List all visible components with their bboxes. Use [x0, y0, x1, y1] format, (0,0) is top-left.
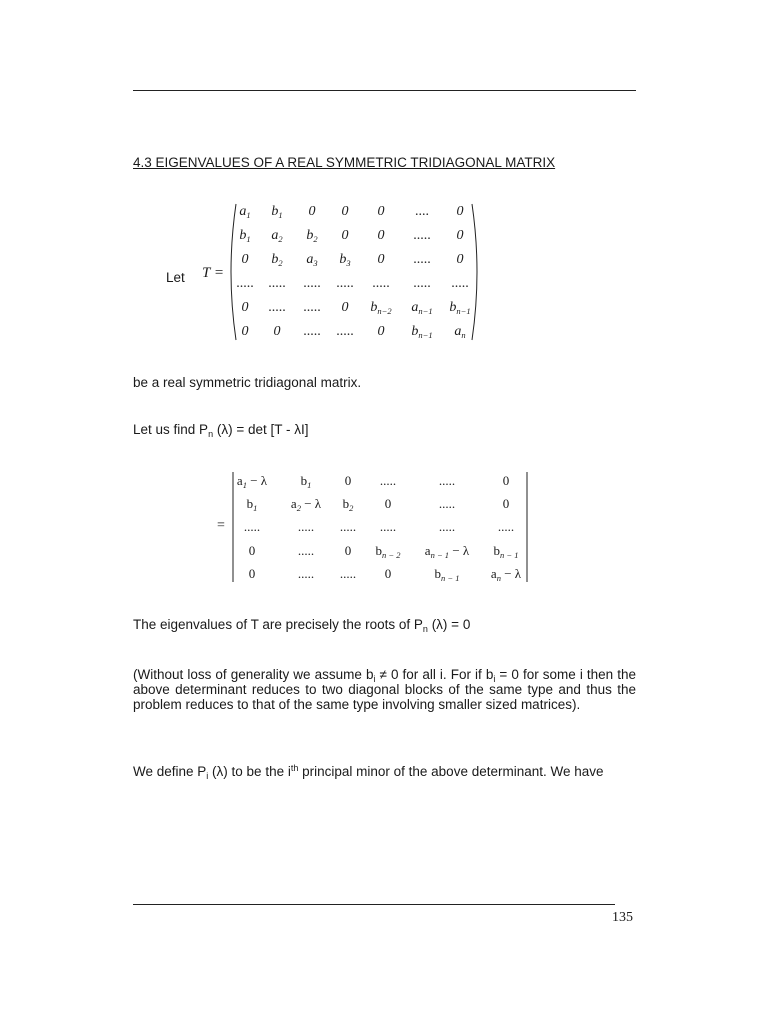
determinant-cell	[503, 473, 510, 489]
matrix-t-cell	[242, 252, 249, 268]
matrix-t-cell	[271, 204, 282, 220]
matrix-t-cell-base: 0	[241, 324, 249, 339]
let-us-find-pre: Let us find P	[133, 422, 209, 437]
determinant-cell	[249, 543, 256, 559]
matrix-t-cell-sub: 1	[246, 234, 251, 244]
determinant-cell-base: .....	[297, 543, 315, 558]
determinant-cell	[491, 566, 521, 582]
eigen-post: (λ) = 0	[427, 617, 471, 632]
define-p2: (λ) to be the i	[208, 764, 291, 779]
determinant-cell-sub: n − 2	[382, 550, 401, 560]
matrix-t-cell-base: b	[370, 300, 378, 315]
matrix-t-cell-base: .....	[451, 276, 469, 291]
determinant-cell	[498, 519, 514, 535]
eigenvalues-sentence	[133, 617, 470, 632]
matrix-t-cell	[268, 300, 286, 316]
determinant-cell	[298, 543, 314, 559]
matrix-t-cell	[339, 252, 350, 268]
matrix-t-cell	[336, 276, 354, 292]
real-symmetric-text: be a real symmetric tridiagonal matrix.	[133, 375, 362, 390]
matrix-t-cell	[415, 204, 429, 220]
matrix-t-cell	[274, 324, 281, 340]
matrix-t-cell-sub: 2	[278, 234, 283, 244]
gen-s1: i	[373, 674, 376, 684]
matrix-t-cell-base: .....	[336, 276, 354, 291]
matrix-t-cell-base: .....	[303, 276, 321, 291]
determinant-cell-sub: 1	[307, 480, 312, 490]
determinant-equals: =	[217, 518, 225, 533]
matrix-t-cell-base: 0	[241, 300, 249, 315]
determinant-cell-base: 0	[344, 473, 352, 488]
matrix-t-cell	[303, 300, 321, 316]
determinant-cell-base: .....	[297, 519, 315, 534]
matrix-t-cell-sub: 3	[313, 258, 318, 268]
matrix-t-cell-sub: 3	[346, 258, 351, 268]
matrix-t-cell-base: a	[306, 252, 314, 267]
determinant-cell	[439, 519, 455, 535]
gen-p3: = 0 for some i then the above determinant reduces to two diagonal blocks of the same type and thus the problem reduces to that of the same type involving smaller sized matrices).	[133, 667, 636, 712]
matrix-t-cell-base: 0	[377, 324, 385, 339]
determinant-cell-sub: n − 1	[500, 550, 519, 560]
determinant-cell-base: .....	[339, 566, 357, 581]
matrix-t-cell-sub: 2	[313, 234, 318, 244]
matrix-t-cell-base: .....	[236, 276, 254, 291]
matrix-t-cell	[411, 324, 432, 340]
matrix-t-cell-base: a	[411, 300, 419, 315]
matrix-t-cell-base: 0	[241, 252, 249, 267]
determinant-cell	[291, 496, 321, 512]
matrix-t-cell-base: b	[306, 228, 314, 243]
gen-p2: ≠ 0 for all i. For if b	[375, 667, 494, 682]
matrix-t-cell	[342, 228, 349, 244]
determinant-cell	[298, 566, 314, 582]
matrix-t-cell-base: .....	[268, 276, 286, 291]
matrix-t-cell	[454, 324, 465, 340]
matrix-t-cell-sub: n−1	[418, 306, 433, 316]
determinant-cell-base: a	[424, 543, 431, 558]
determinant-cell-base: .....	[438, 473, 456, 488]
determinant-cell-base: .....	[379, 473, 397, 488]
matrix-t-cell-sub: n−1	[456, 306, 471, 316]
determinant-cell-sub: n − 1	[441, 573, 460, 583]
determinant-cell-base: b	[300, 473, 308, 488]
header-rule	[133, 90, 636, 91]
section-heading: 4.3 EIGENVALUES OF A REAL SYMMETRIC TRIDIAGONAL MATRIX	[133, 155, 556, 170]
matrix-t-cell	[451, 276, 469, 292]
determinant-cell	[249, 566, 256, 582]
eigen-sub: n	[422, 624, 428, 634]
matrix-t-cell	[239, 204, 250, 220]
matrix-t-cell	[242, 324, 249, 340]
define-s1: i	[206, 771, 209, 781]
define-sup: th	[290, 763, 299, 773]
matrix-t-cell-sub: n−2	[377, 306, 392, 316]
footer-rule	[133, 904, 615, 905]
matrix-t-cell-sub: 1	[246, 210, 251, 220]
determinant-cell	[298, 519, 314, 535]
determinant-cell	[376, 543, 401, 559]
matrix-t-cell	[271, 252, 282, 268]
determinant-cell	[439, 473, 455, 489]
determinant-cell	[301, 473, 312, 489]
matrix-t-cell-base: a	[271, 228, 279, 243]
matrix-t-cell-base: b	[411, 324, 419, 339]
matrix-t-cell-base: 0	[341, 204, 349, 219]
determinant-cell-sub: n	[496, 573, 501, 583]
determinant-cell-tail: − λ	[449, 543, 470, 558]
matrix-t-cell	[306, 228, 317, 244]
t-lhs: T =	[202, 265, 224, 281]
matrix-t-cell-base: b	[271, 204, 279, 219]
determinant-cell-base: .....	[379, 519, 397, 534]
matrix-t-cell	[303, 276, 321, 292]
determinant-cell	[345, 543, 352, 559]
matrix-t-cell-base: ....	[415, 204, 429, 219]
determinant-cell-sub: n − 1	[430, 550, 450, 560]
matrix-t-cell	[411, 300, 432, 316]
determinant-cell-sub: 1	[242, 480, 247, 490]
determinant-cell	[385, 496, 392, 512]
matrix-t-cell-base: 0	[341, 228, 349, 243]
matrix-t-cell-base: .....	[303, 300, 321, 315]
determinant-cell-base: .....	[497, 519, 515, 534]
determinant-cell-base: .....	[438, 496, 456, 511]
define-p1: We define P	[133, 764, 207, 779]
determinant-cell	[380, 519, 396, 535]
matrix-t-cell-base: b	[449, 300, 457, 315]
matrix-t-cell-base: .....	[303, 324, 321, 339]
determinant-cell-base: a	[236, 473, 243, 488]
matrix-t-cell	[413, 276, 431, 292]
matrix-t-cell	[342, 300, 349, 316]
matrix-t-cell	[306, 252, 317, 268]
matrix-t-cell	[449, 300, 470, 316]
define-sentence	[133, 764, 604, 779]
let-us-find-sub: n	[208, 429, 214, 439]
matrix-t-cell-sub: 2	[278, 258, 283, 268]
determinant-cell	[345, 473, 352, 489]
determinant-cell	[244, 519, 260, 535]
let-us-find-post: (λ) = det [T - λI]	[213, 422, 309, 437]
matrix-t-cell-sub: n−1	[418, 330, 433, 340]
matrix-t-cell-sub: n	[461, 330, 466, 340]
matrix-t-cell-base: .....	[372, 276, 390, 291]
let-label: Let	[166, 270, 185, 285]
gen-p1: (Without loss of generality we assume b	[133, 667, 374, 682]
matrix-t-cell	[378, 228, 385, 244]
matrix-t-cell-base: 0	[273, 324, 281, 339]
matrix-t-cell-base: a	[239, 204, 247, 219]
matrix-t-cell	[413, 252, 431, 268]
matrix-t-cell-base: b	[239, 228, 247, 243]
matrix-t-cell	[378, 252, 385, 268]
determinant-cell	[380, 473, 396, 489]
determinant-cell	[343, 496, 354, 512]
matrix-t-cell	[372, 276, 390, 292]
matrix-t-cell	[271, 228, 282, 244]
determinant-cell-base: 0	[384, 566, 392, 581]
matrix-t-cell-base: 0	[456, 252, 464, 267]
determinant-cell-tail: − λ	[246, 473, 268, 488]
matrix-t-cell-base: 0	[456, 228, 464, 243]
determinant-cell-base: .....	[297, 566, 315, 581]
matrix-t-cell-base: .....	[336, 324, 354, 339]
matrix-t-cell	[457, 204, 464, 220]
matrix-t-cell	[342, 204, 349, 220]
determinant-cell	[494, 543, 519, 559]
matrix-t-cell-base: 0	[456, 204, 464, 219]
determinant-cell-base: .....	[339, 519, 357, 534]
matrix-t-cell-sub: 1	[278, 210, 283, 220]
matrix-t-cell-base: b	[339, 252, 347, 267]
matrix-t-cell	[242, 300, 249, 316]
matrix-t-cell	[236, 276, 254, 292]
matrix-t-cell	[303, 324, 321, 340]
determinant-cell-base: b	[375, 543, 382, 558]
matrix-t-cell	[239, 228, 250, 244]
determinant-cell-sub: 2	[349, 503, 354, 513]
determinant-cell	[340, 519, 356, 535]
determinant-cell-base: a	[490, 566, 497, 581]
determinant-cell-sub: 1	[253, 503, 258, 513]
page-number: 135	[612, 910, 633, 925]
matrix-t-cell	[457, 228, 464, 244]
determinant-cell-base: 0	[384, 496, 392, 511]
determinant-cell-tail: − λ	[300, 496, 322, 511]
determinant-cell-base: b	[342, 496, 350, 511]
determinant-cell	[425, 543, 469, 559]
determinant-cell-base: 0	[344, 543, 352, 558]
define-p3: principal minor of the above determinant. We have	[298, 764, 604, 779]
matrix-t-cell-base: .....	[268, 300, 286, 315]
determinant-cell-base: .....	[243, 519, 261, 534]
matrix-t-cell	[413, 228, 431, 244]
determinant-cell-base: 0	[248, 543, 256, 558]
determinant-cell	[503, 496, 510, 512]
determinant-cell-sub: 2	[296, 503, 301, 513]
determinant-cell-base: 0	[502, 496, 510, 511]
determinant-cell-tail: − λ	[500, 566, 522, 581]
matrix-t-cell	[378, 204, 385, 220]
matrix-t-cell	[309, 204, 316, 220]
determinant-cell-base: 0	[248, 566, 256, 581]
matrix-t-cell-base: .....	[413, 276, 431, 291]
eigen-pre: The eigenvalues of T are precisely the roots of P	[133, 617, 423, 632]
determinant-cell-base: b	[434, 566, 441, 581]
matrix-t-cell-base: 0	[377, 204, 385, 219]
gen-s2: i	[493, 674, 496, 684]
determinant-cell-base: b	[246, 496, 254, 511]
determinant-cell-base: b	[493, 543, 500, 558]
matrix-t-cell-base: 0	[377, 252, 385, 267]
matrix-t-cell	[336, 324, 354, 340]
matrix-t-cell-base: .....	[413, 252, 431, 267]
matrix-t-cell-base: 0	[341, 300, 349, 315]
determinant-cell-base: a	[290, 496, 297, 511]
matrix-t-cell-base: 0	[308, 204, 316, 219]
determinant-cell	[237, 473, 267, 489]
matrix-t-cell-base: b	[271, 252, 279, 267]
matrix-t-cell-base: 0	[377, 228, 385, 243]
matrix-t-cell-base: .....	[413, 228, 431, 243]
determinant-cell	[385, 566, 392, 582]
matrix-t-cell-base: a	[454, 324, 462, 339]
determinant-cell	[247, 496, 258, 512]
generality-paragraph	[133, 667, 636, 712]
determinant-cell-base: 0	[502, 473, 510, 488]
matrix-t-cell	[378, 324, 385, 340]
matrix-t-cell	[457, 252, 464, 268]
let-us-find-text	[133, 422, 308, 437]
determinant-cell	[340, 566, 356, 582]
matrix-t-cell	[370, 300, 391, 316]
matrix-t-cell	[268, 276, 286, 292]
determinant-cell	[439, 496, 455, 512]
determinant-cell-base: .....	[438, 519, 456, 534]
determinant-cell	[435, 566, 460, 582]
